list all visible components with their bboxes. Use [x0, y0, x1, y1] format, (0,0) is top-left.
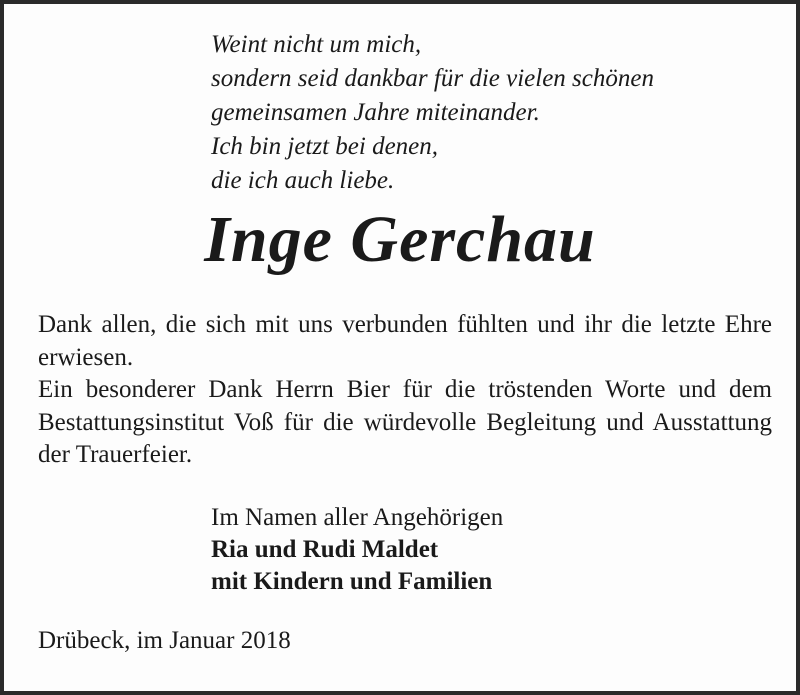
poem: [211, 28, 654, 198]
poem-line: sondern seid dankbar für die vielen schönen: [211, 65, 654, 92]
thanks-paragraph: Ein besonderer Dank Herrn Bier für die tröstenden Worte und dem Bestattungsinstitut Voß für die würdevolle Begleitung und Ausstattung der Trauerfeier.: [38, 376, 772, 468]
signature-block: [211, 502, 503, 598]
thanks-text: [38, 309, 772, 472]
poem-line: Ich bin jetzt bei denen,: [211, 133, 439, 160]
deceased-name: Inge Gerchau: [204, 203, 596, 276]
place-date: Drübeck, im Januar 2018: [38, 627, 291, 654]
signature-family: mit Kindern und Familien: [211, 568, 493, 595]
poem-line: Weint nicht um mich,: [211, 31, 422, 58]
thanks-paragraph: Dank allen, die sich mit uns verbunden fühlten und ihr die letzte Ehre erwiesen.: [38, 311, 772, 371]
poem-line: die ich auch liebe.: [211, 167, 395, 194]
signature-names: Ria und Rudi Maldet: [211, 536, 439, 563]
signature-intro: Im Namen aller Angehörigen: [211, 504, 504, 531]
poem-line: gemeinsamen Jahre miteinander.: [211, 99, 540, 126]
